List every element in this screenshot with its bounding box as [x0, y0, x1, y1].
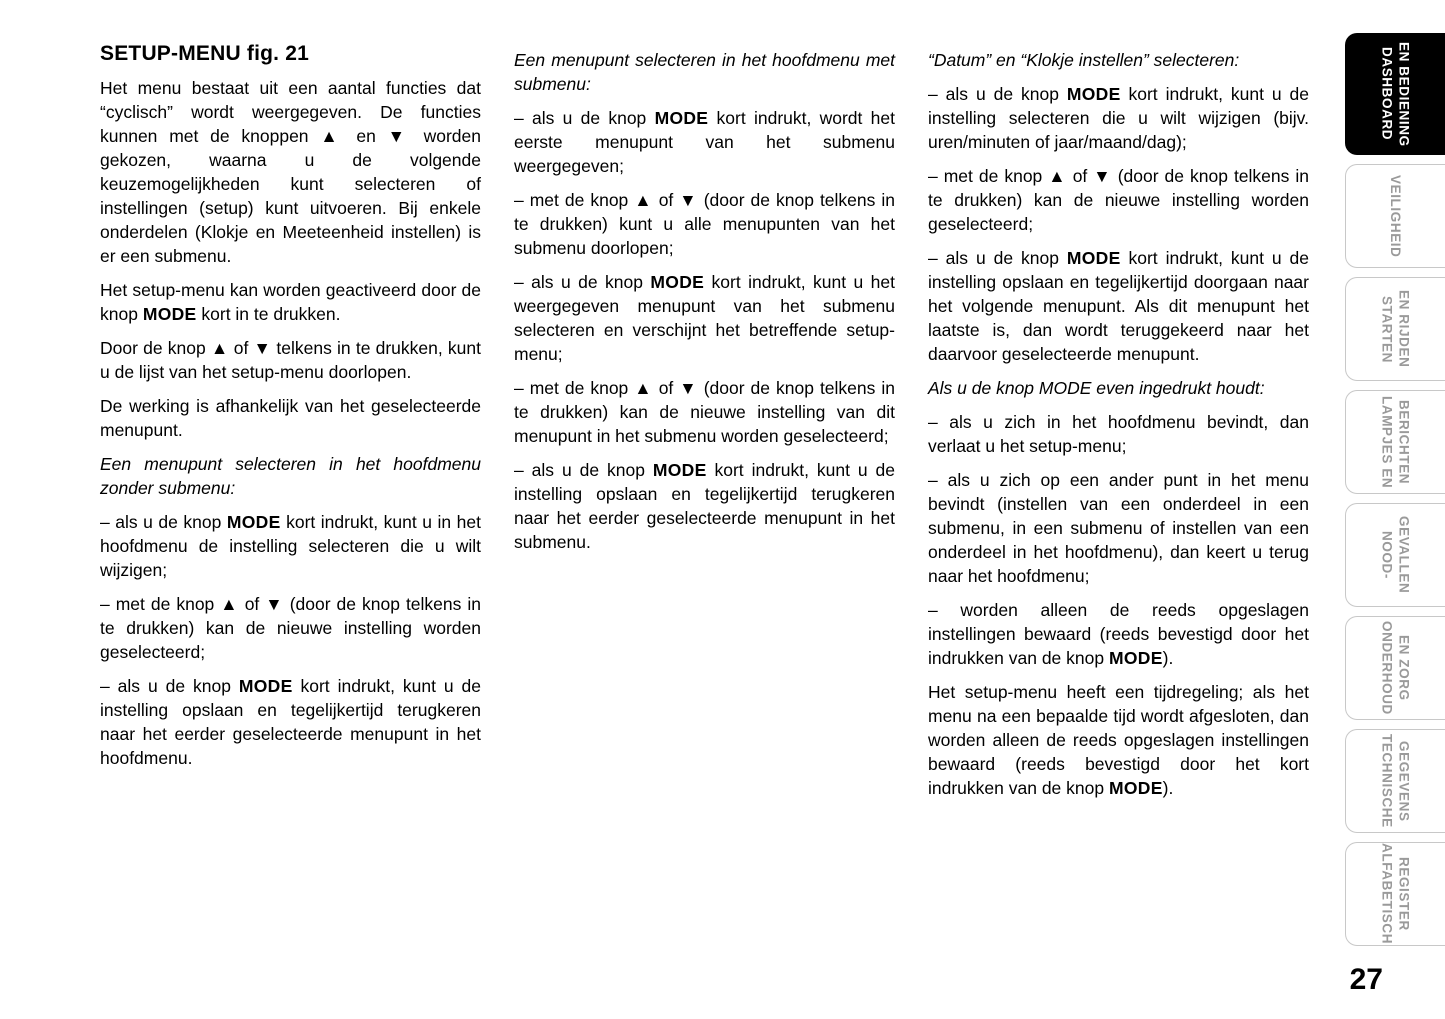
tab-alfabetisch-register[interactable]: [1345, 842, 1445, 946]
tab-label: TECHNISCHE GEGEVENS: [1379, 734, 1412, 828]
paragraph: Het setup-menu kan worden geactiveerd door de knop MODE kort in te drukken.: [100, 280, 481, 324]
tab-label: ONDERHOUD EN ZORG: [1379, 621, 1412, 715]
tab-label: NOOD- GEVALLEN: [1379, 516, 1412, 594]
tab-starten-en-rijden[interactable]: [1345, 277, 1445, 381]
paragraph: – met de knop ▲ of ▼ (door de knop telkens in te drukken) kunt u alle menupunten van het submenu doorlopen;: [514, 190, 895, 258]
sub-heading: Een menupunt selecteren in het hoofdmenu met submenu:: [514, 50, 895, 94]
tab-label: DASHBOARD EN BEDIENING: [1379, 41, 1412, 147]
paragraph: – als u de knop MODE kort indrukt, kunt u de instelling opslaan en tegelijkertijd doorgaan naar het volgende menupunt. Als dit menupunt het laatste is, dan wordt teruggekeerd naar het daarvoor geselecteerde menupunt.: [928, 248, 1309, 364]
section-tab-bar: [1345, 33, 1445, 946]
paragraph: – als u de knop MODE kort indrukt, kunt u de instelling opslaan en tegelijkertijd terugkeren naar het eerder geselecteerde menupunt in het hoofdmenu.: [100, 676, 481, 768]
paragraph: – met de knop ▲ of ▼ (door de knop telkens in te drukken) kan de nieuwe instelling worden geselecteerd;: [100, 594, 481, 662]
paragraph: Het menu bestaat uit een aantal functies dat “cyclisch” wordt weergegeven. De functies kunnen met de knoppen ▲ en ▼ worden gekozen, waarna u de volgende keuzemogelijkheden kunt selecteren of instellingen (setup) kunt uitvoeren. Bij enkele onderdelen (Klokje en Meeteenheid instellen) is er een submenu.: [100, 78, 481, 266]
paragraph: – worden alleen de reeds opgeslagen instellingen bewaard (reeds bevestigd door het indrukken van de knop MODE).: [928, 600, 1309, 668]
tab-technische-gegevens[interactable]: [1345, 729, 1445, 833]
sub-heading: Als u de knop MODE even ingedrukt houdt:: [928, 378, 1265, 398]
paragraph: – als u zich in het hoofdmenu bevindt, dan verlaat u het setup-menu;: [928, 412, 1309, 456]
tab-veiligheid[interactable]: [1345, 164, 1445, 268]
paragraph: – met de knop ▲ of ▼ (door de knop telkens in te drukken) kan de nieuwe instelling van dit menupunt in het submenu worden geselecteerd;: [514, 378, 895, 446]
paragraph: – als u de knop MODE kort indrukt, kunt u de instelling selecteren die u wilt wijzigen (bijv. uren/minuten of jaar/maand/dag);: [928, 84, 1309, 152]
paragraph: – met de knop ▲ of ▼ (door de knop telkens in te drukken) kan de nieuwe instelling worden geselecteerd;: [928, 166, 1309, 234]
paragraph: – als u de knop MODE kort indrukt, kunt u de instelling opslaan en tegelijkertijd terugkeren naar het eerder geselecteerde menupunt in het submenu.: [514, 460, 895, 552]
sub-heading: “Datum” en “Klokje instellen” selecteren:: [928, 50, 1240, 70]
tab-label: LAMPJES EN BERICHTEN: [1379, 395, 1412, 489]
tab-label: STARTEN EN RIJDEN: [1379, 290, 1412, 368]
tab-label: VEILIGHEID: [1388, 174, 1403, 258]
page-content: [100, 42, 1310, 810]
paragraph: – als u de knop MODE kort indrukt, kunt u in het hoofdmenu de instelling selecteren die u wilt wijzigen;: [100, 512, 481, 580]
text-column-2: [514, 42, 895, 810]
paragraph: – als u de knop MODE kort indrukt, kunt u het weergegeven menupunt van het submenu selecteren en verschijnt het betreffende setup-menu;: [514, 272, 895, 364]
tab-lampjes-en-berichten[interactable]: [1345, 390, 1445, 494]
tab-onderhoud-en-zorg[interactable]: [1345, 616, 1445, 720]
text-column-3: [928, 42, 1309, 810]
sub-heading: Een menupunt selecteren in het hoofdmenu zonder submenu:: [100, 454, 481, 498]
tab-nood-gevallen[interactable]: [1345, 503, 1445, 607]
tab-dashboard-en-bediening[interactable]: [1345, 33, 1445, 155]
paragraph: Het setup-menu heeft een tijdregeling; als het menu na een bepaalde tijd wordt afgesloten, dan worden alleen de reeds opgeslagen instellingen bewaard (reeds bevestigd door het kort indrukken van de knop MODE).: [928, 682, 1309, 798]
tab-label: ALFABETISCH REGISTER: [1379, 843, 1412, 945]
paragraph: De werking is afhankelijk van het geselecteerde menupunt.: [100, 396, 481, 440]
page-number: 27: [1349, 963, 1383, 996]
section-title: SETUP-MENU fig. 21: [100, 42, 309, 65]
paragraph: Door de knop ▲ of ▼ telkens in te drukken, kunt u de lijst van het setup-menu doorlopen.: [100, 338, 481, 382]
text-column-1: [100, 42, 481, 810]
paragraph: – als u zich op een ander punt in het menu bevindt (instellen van een onderdeel in een submenu, in een submenu of instellen van een onderdeel in het hoofdmenu), dan keert u terug naar het hoofdmenu;: [928, 470, 1309, 586]
paragraph: – als u de knop MODE kort indrukt, wordt het eerste menupunt van het submenu weergegeven;: [514, 108, 895, 176]
